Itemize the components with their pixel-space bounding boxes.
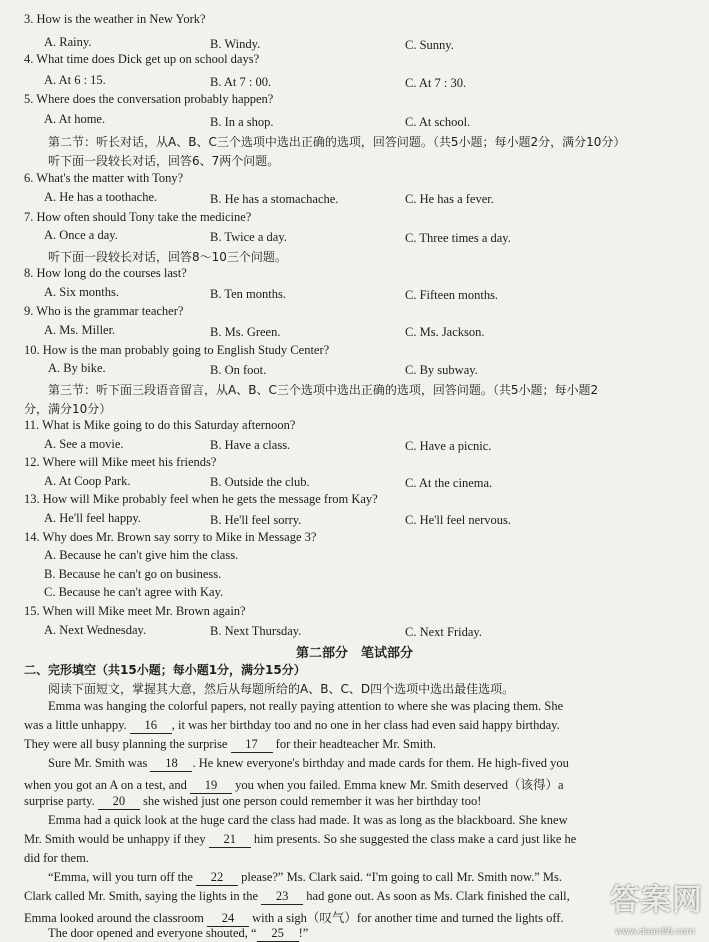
passage-text: surprise party.	[24, 794, 95, 808]
question-13-option-c: C. He'll feel nervous.	[405, 513, 512, 527]
question-10-option-c: C. By subway.	[405, 363, 478, 377]
passage-text: with a sigh（叹气）for another time and turned the lights off.	[252, 911, 564, 925]
question-3-option-b: B. Windy.	[210, 37, 261, 51]
question-5-stem: 5. Where does the conversation probably happen?	[24, 92, 274, 106]
passage-text: Clark called Mr. Smith, saying the lights in the	[24, 889, 259, 903]
question-8-stem: 8. How long do the courses last?	[24, 266, 187, 280]
blank-22: 22	[196, 870, 238, 886]
passage-text: Mr. Smith would be unhappy if they	[24, 832, 206, 846]
passage-text: him presents. So she suggested the class make a card just like he	[253, 832, 577, 846]
question-11-option-b: B. Have a class.	[210, 438, 291, 452]
section-3-instructions-cont: 分，满分10分）	[24, 402, 112, 416]
question-15-option-a: A. Next Wednesday.	[44, 623, 147, 637]
question-13-option-a: A. He'll feel happy.	[44, 511, 141, 525]
question-14-option-b: B. Because he can't go on business.	[44, 567, 222, 581]
passage-line-1: Emma was hanging the colorful papers, not really paying attention to where she was placing them. She	[48, 699, 564, 713]
blank-24: 24	[207, 911, 249, 927]
passage-text: They were all busy planning the surprise	[24, 737, 228, 751]
passage-text: was a little unhappy.	[24, 718, 127, 732]
passage-text: The door opened and everyone shouted, “	[48, 926, 257, 940]
question-6-option-c: C. He has a fever.	[405, 192, 494, 206]
passage-text: please?” Ms. Clark said. “I'm going to call Mr. Smith now.” Ms.	[241, 870, 562, 884]
watermark-url: www.daan86.com	[614, 927, 695, 937]
passage-line-4	[48, 756, 569, 772]
passage-line-7: Emma had a quick look at the huge card the class had made. It was as long as the blackboard. She knew	[48, 813, 568, 827]
watermark-logo: 答案网	[610, 883, 703, 918]
question-9-option-c: C. Ms. Jackson.	[405, 325, 485, 339]
section-2-dialogue-a-instructions: 听下面一段较长对话，回答6、7两个问题。	[48, 154, 280, 168]
question-3-option-a: A. Rainy.	[44, 35, 92, 49]
question-7-option-c: C. Three times a day.	[405, 231, 511, 245]
question-4-option-a: A. At 6 : 15.	[44, 73, 106, 87]
question-6-stem: 6. What's the matter with Tony?	[24, 171, 184, 185]
question-11-option-a: A. See a movie.	[44, 437, 124, 451]
passage-text: . He knew everyone's birthday and made cards for them. He high-fived you	[192, 756, 569, 770]
passage-text: Sure Mr. Smith was	[48, 756, 148, 770]
section-3-instructions: 第三节：听下面三段语音留言，从A、B、C三个选项中选出正确的选项，回答问题。（共5小题；每小题2	[48, 383, 599, 397]
question-5-option-a: A. At home.	[44, 112, 106, 126]
question-7-stem: 7. How often should Tony take the medicine?	[24, 210, 252, 224]
passage-text: had gone out. As soon as Ms. Clark finished the call,	[306, 889, 570, 903]
question-15-option-b: B. Next Thursday.	[210, 624, 302, 638]
question-5-option-b: B. In a shop.	[210, 115, 274, 129]
passage-text: when you got an A on a test, and	[24, 778, 187, 792]
passage-text: , it was her birthday too and no one in her class had even said happy birthday.	[171, 718, 560, 732]
question-8-option-c: C. Fifteen months.	[405, 288, 499, 302]
blank-21: 21	[209, 832, 251, 848]
cloze-instructions: 阅读下面短文，掌握其大意，然后从每题所给的A、B、C、D四个选项中选出最佳选项。	[48, 682, 515, 696]
blank-18: 18	[150, 756, 192, 772]
question-12-stem: 12. Where will Mike meet his friends?	[24, 455, 217, 469]
question-6-option-b: B. He has a stomachache.	[210, 192, 339, 206]
question-10-option-b: B. On foot.	[210, 363, 267, 377]
question-12-option-b: B. Outside the club.	[210, 475, 310, 489]
cloze-section-title: 二、完形填空（共15小题；每小题1分，满分15分）	[24, 663, 306, 677]
question-14-stem: 14. Why does Mr. Brown say sorry to Mike in Message 3?	[24, 530, 317, 544]
passage-line-6	[24, 794, 481, 810]
question-15-option-c: C. Next Friday.	[405, 625, 482, 639]
question-13-option-b: B. He'll feel sorry.	[210, 513, 302, 527]
passage-line-3	[24, 737, 436, 753]
question-8-option-a: A. Six months.	[44, 285, 120, 299]
question-11-stem: 11. What is Mike going to do this Saturday afternoon?	[24, 418, 296, 432]
question-11-option-c: C. Have a picnic.	[405, 439, 492, 453]
passage-text: !”	[298, 926, 309, 940]
question-10-option-a: A. By bike.	[48, 361, 106, 375]
question-3-option-c: C. Sunny.	[405, 38, 454, 52]
blank-20: 20	[98, 794, 140, 810]
passage-text: “Emma, will you turn off the	[48, 870, 193, 884]
section-2-instructions: 第二节：听长对话，从A、B、C三个选项中选出正确的选项，回答问题。（共5小题；每小题2分，满分10分）	[48, 135, 626, 149]
passage-line-10	[48, 870, 562, 886]
question-9-stem: 9. Who is the grammar teacher?	[24, 304, 184, 318]
question-14-option-c: C. Because he can't agree with Kay.	[44, 585, 224, 599]
question-6-option-a: A. He has a toothache.	[44, 190, 158, 204]
question-4-option-c: C. At 7 : 30.	[405, 76, 467, 90]
question-4-option-b: B. At 7 : 00.	[210, 75, 272, 89]
passage-line-12	[24, 908, 564, 927]
passage-line-13	[48, 926, 308, 942]
question-9-option-a: A. Ms. Miller.	[44, 323, 116, 337]
passage-line-9: did for them.	[24, 851, 89, 865]
blank-16: 16	[130, 718, 172, 734]
question-15-stem: 15. When will Mike meet Mr. Brown again?	[24, 604, 246, 618]
blank-25: 25	[257, 926, 299, 942]
passage-text: she wished just one person could remember it was her birthday too!	[142, 794, 482, 808]
question-4-stem: 4. What time does Dick get up on school days?	[24, 52, 260, 66]
question-5-option-c: C. At school.	[405, 115, 471, 129]
passage-text: you when you failed. Emma knew Mr. Smith deserved（该得）a	[235, 778, 564, 792]
section-2-dialogue-b-instructions: 听下面一段较长对话，回答8～10三个问题。	[48, 250, 287, 264]
part-2-title: 第二部分 笔试部分	[295, 646, 413, 661]
question-3-stem: 3. How is the weather in New York?	[24, 12, 206, 26]
question-9-option-b: B. Ms. Green.	[210, 325, 281, 339]
question-7-option-a: A. Once a day.	[44, 228, 118, 242]
passage-text: Emma looked around the classroom	[24, 911, 204, 925]
question-12-option-c: C. At the cinema.	[405, 476, 493, 490]
blank-23: 23	[261, 889, 303, 905]
question-14-option-a: A. Because he can't give him the class.	[44, 548, 239, 562]
question-7-option-b: B. Twice a day.	[210, 230, 287, 244]
question-10-stem: 10. How is the man probably going to English Study Center?	[24, 343, 330, 357]
passage-text: for their headteacher Mr. Smith.	[275, 737, 437, 751]
question-8-option-b: B. Ten months.	[210, 287, 286, 301]
blank-19: 19	[190, 778, 232, 794]
blank-17: 17	[231, 737, 273, 753]
question-12-option-a: A. At Coop Park.	[44, 474, 131, 488]
passage-line-8	[24, 832, 576, 848]
question-13-stem: 13. How will Mike probably feel when he gets the message from Kay?	[24, 492, 378, 506]
passage-line-5	[24, 775, 564, 794]
passage-line-11	[24, 889, 570, 905]
passage-line-2	[24, 718, 560, 734]
